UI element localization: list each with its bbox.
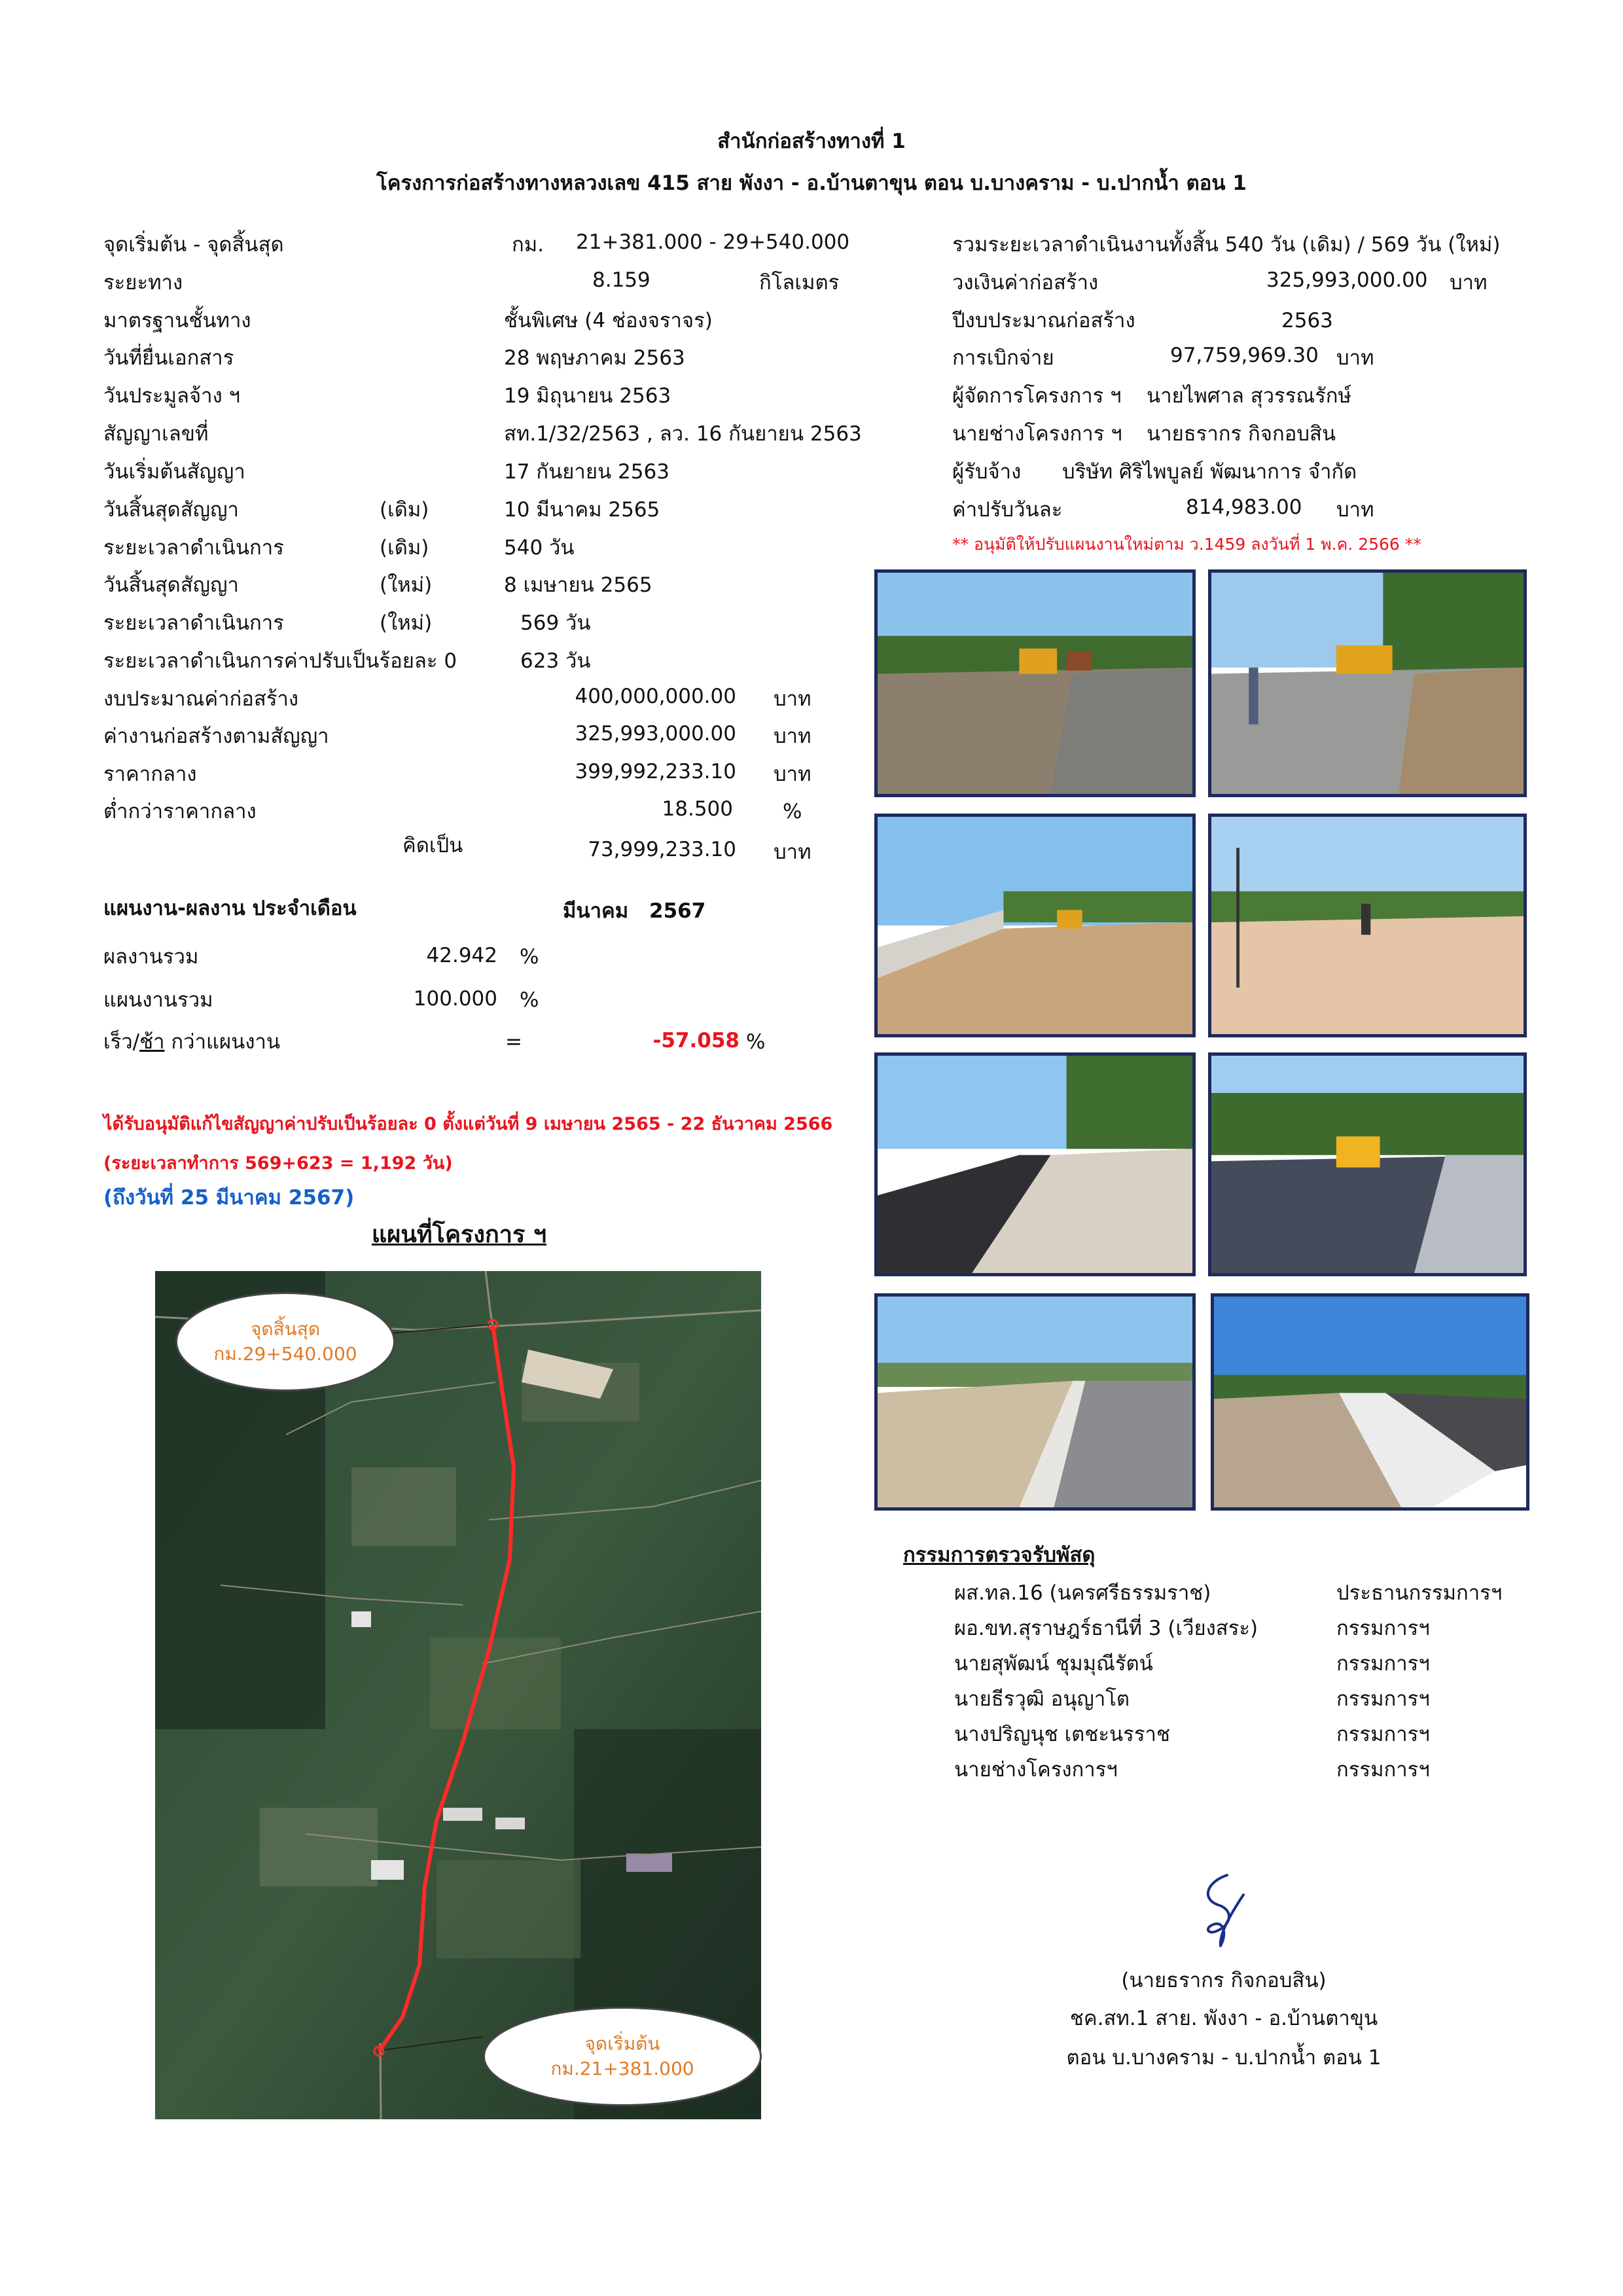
project-map xyxy=(155,1271,761,2119)
signer-name: (นายธรากร กิจกอบสิน) xyxy=(1121,1969,1327,1992)
actual-label: ผลงานรวม xyxy=(103,945,199,969)
contract-end-new-tag: (ใหม่) xyxy=(380,573,433,597)
diff-label-prefix: เร็ว/ xyxy=(103,1030,140,1054)
committee-member-name: นายธีรวุฒิ อนุญาโต xyxy=(954,1687,1130,1711)
duration-fine-label: ระยะเวลาดำเนินการค่าปรับเป็นร้อยละ 0 xyxy=(103,649,457,673)
site-photo-1 xyxy=(874,569,1196,797)
equals-value: 73,999,233.10 xyxy=(588,838,736,861)
disbursement-value: 97,759,969.30 xyxy=(1170,344,1319,367)
engineer-value: นายธรากร กิจกอบสิน xyxy=(1147,422,1336,446)
progress-title: แผนงาน-ผลงาน ประจำเดือน xyxy=(103,897,357,920)
diff-equals: = xyxy=(505,1030,522,1054)
budget-label: งบประมาณค่าก่อสร้าง xyxy=(103,687,299,711)
plan-label: แผนงานรวม xyxy=(103,988,213,1012)
site-photo-3 xyxy=(874,814,1196,1037)
funding-value: 325,993,000.00 xyxy=(1266,268,1428,292)
fine-label: ค่าปรับวันละ xyxy=(952,498,1063,522)
diff-percent: % xyxy=(746,1030,766,1054)
progress-year: 2567 xyxy=(649,899,706,923)
diff-label xyxy=(103,1029,280,1055)
standard-value: ชั้นพิเศษ (4 ช่องจราจร) xyxy=(504,309,713,332)
committee-member-role: กรรมการฯ xyxy=(1336,1758,1430,1782)
site-photo-2 xyxy=(1208,569,1527,797)
contract-end-orig-label: วันสิ้นสุดสัญญา xyxy=(103,498,239,522)
start-end-value: 21+381.000 - 29+540.000 xyxy=(576,230,850,254)
contract-end-new-label: วันสิ้นสุดสัญญา xyxy=(103,573,239,597)
equals-label: คิดเป็น xyxy=(402,834,463,857)
committee-member-role: ประธานกรรมการฯ xyxy=(1336,1581,1503,1605)
actual-value: 42.942 xyxy=(426,944,497,967)
actual-percent: % xyxy=(520,945,539,969)
contractor-label: ผู้รับจ้าง xyxy=(952,460,1022,484)
manager-value: นายไพศาล สุวรรณรักษ์ xyxy=(1147,384,1351,408)
submit-label: วันที่ยื่นเอกสาร xyxy=(103,346,234,370)
median-label: ราคากลาง xyxy=(103,762,197,786)
progress-month: มีนาคม xyxy=(563,899,629,923)
plan-percent: % xyxy=(520,988,539,1012)
site-photo-4 xyxy=(1208,814,1527,1037)
project-title: โครงการก่อสร้างทางหลวงเลข 415 สาย พังงา - อ.บ้านตาขุน ตอน บ.บางคราม - บ.ปากน้ำ ตอน 1 xyxy=(376,171,1247,195)
diff-label-underlined: ช้า xyxy=(139,1030,165,1054)
median-value: 399,992,233.10 xyxy=(575,760,736,783)
standard-label: มาตรฐานชั้นทาง xyxy=(103,309,251,332)
equals-unit: บาท xyxy=(774,840,812,864)
below-percent: % xyxy=(783,800,802,823)
contract-start-label: วันเริ่มต้นสัญญา xyxy=(103,460,245,484)
duration-new-label: ระยะเวลาดำเนินการ xyxy=(103,611,284,635)
duration-new-value: 569 วัน xyxy=(520,611,591,635)
funding-label: วงเงินค่าก่อสร้าง xyxy=(952,271,1099,295)
contract-label: สัญญาเลขที่ xyxy=(103,422,209,446)
start-point-km: กม.21+381.000 xyxy=(550,2058,694,2079)
fine-unit: บาท xyxy=(1336,498,1374,522)
start-point-callout xyxy=(483,2007,762,2106)
committee-member-name: ผอ.ขท.สุราษฎร์ธานีที่ 3 (เวียงสระ) xyxy=(954,1617,1258,1640)
committee-member-role: กรรมการฯ xyxy=(1336,1687,1430,1711)
office-title: สำนักก่อสร้างทางที่ 1 xyxy=(717,130,906,153)
as-of-date: (ถึงวันที่ 25 มีนาคม 2567) xyxy=(103,1186,355,1210)
approval-note-1: ได้รับอนุมัติแก้ไขสัญญาค่าปรับเป็นร้อยละ 0 ตั้งแต่วันที่ 9 เมษายน 2565 - 22 ธันวาคม 2566 xyxy=(103,1114,833,1134)
contract-end-orig-value: 10 มีนาคม 2565 xyxy=(504,498,660,522)
disbursement-label: การเบิกจ่าย xyxy=(952,346,1054,370)
site-photo-5 xyxy=(874,1052,1196,1276)
fiscal-value: 2563 xyxy=(1281,309,1333,332)
signer-position-1: ชค.สท.1 สาย. พังงา - อ.บ้านตาขุน xyxy=(1069,2007,1378,2030)
contract-cost-value: 325,993,000.00 xyxy=(575,722,736,745)
committee-member-role: กรรมการฯ xyxy=(1336,1652,1430,1676)
committee-member-name: นางปริญนุช เตชะนรราช xyxy=(954,1723,1170,1746)
disbursement-unit: บาท xyxy=(1336,346,1374,370)
distance-value: 8.159 xyxy=(592,268,651,292)
end-point-label: จุดสิ้นสุด xyxy=(250,1318,321,1340)
start-end-label: จุดเริ่มต้น - จุดสิ้นสุด xyxy=(103,233,284,257)
site-photo-7 xyxy=(874,1293,1196,1511)
contractor-value: บริษัท ศิริไพบูลย์ พัฒนาการ จำกัด xyxy=(1062,460,1357,484)
committee-member-role: กรรมการฯ xyxy=(1336,1723,1430,1746)
site-photo-8 xyxy=(1211,1293,1529,1511)
committee-member-name: นายสุพัฒน์ ชุมมุณีรัตน์ xyxy=(954,1652,1153,1676)
site-photo-6 xyxy=(1208,1052,1527,1276)
start-point-label: จุดเริ่มต้น xyxy=(584,2033,660,2054)
distance-unit: กิโลเมตร xyxy=(759,271,840,295)
contract-end-orig-tag: (เดิม) xyxy=(380,498,429,522)
budget-unit: บาท xyxy=(774,687,812,711)
contract-end-new-value: 8 เมษายน 2565 xyxy=(504,573,652,597)
fiscal-label: ปีงบประมาณก่อสร้าง xyxy=(952,309,1135,332)
signature-mark xyxy=(1181,1869,1260,1954)
approval-note-2: (ระยะเวลาทำการ 569+623 = 1,192 วัน) xyxy=(103,1153,453,1174)
distance-label: ระยะทาง xyxy=(103,271,183,295)
plan-value: 100.000 xyxy=(413,987,497,1011)
duration-orig-label: ระยะเวลาดำเนินการ xyxy=(103,536,284,560)
duration-new-tag: (ใหม่) xyxy=(380,611,433,635)
total-time: รวมระยะเวลาดำเนินงานทั้งสิ้น 540 วัน (เดิม) / 569 วัน (ใหม่) xyxy=(952,233,1501,257)
committee-member-name: ผส.ทล.16 (นครศรีธรรมราช) xyxy=(954,1581,1211,1605)
below-label: ต่ำกว่าราคากลาง xyxy=(103,800,257,823)
committee-member-role: กรรมการฯ xyxy=(1336,1617,1430,1640)
contract-value: สท.1/32/2563 , ลว. 16 กันยายน 2563 xyxy=(504,422,862,446)
committee-title: กรรมการตรวจรับพัสดุ xyxy=(903,1543,1096,1567)
end-point-km: กม.29+540.000 xyxy=(213,1343,357,1365)
duration-orig-tag: (เดิม) xyxy=(380,536,429,560)
auction-label: วันประมูลจ้าง ฯ xyxy=(103,384,240,408)
map-title: แผนที่โครงการ ฯ xyxy=(372,1221,547,1248)
duration-fine-value: 623 วัน xyxy=(520,649,591,673)
contract-cost-label: ค่างานก่อสร้างตามสัญญา xyxy=(103,725,329,748)
median-unit: บาท xyxy=(774,762,812,786)
submit-value: 28 พฤษภาคม 2563 xyxy=(504,346,685,370)
approval-note: ** อนุมัติให้ปรับแผนงานใหม่ตาม ว.1459 ลงวันที่ 1 พ.ค. 2566 ** xyxy=(952,535,1421,554)
below-value: 18.500 xyxy=(662,797,733,821)
manager-label: ผู้จัดการโครงการ ฯ xyxy=(952,384,1122,408)
km-prefix: กม. xyxy=(512,233,544,257)
contract-cost-unit: บาท xyxy=(774,725,812,748)
signer-position-2: ตอน บ.บางคราม - บ.ปากน้ำ ตอน 1 xyxy=(1066,2046,1382,2070)
engineer-label: นายช่างโครงการ ฯ xyxy=(952,422,1122,446)
diff-value: -57.058 xyxy=(652,1029,740,1052)
committee-member-name: นายช่างโครงการฯ xyxy=(954,1758,1118,1782)
end-point-callout xyxy=(175,1292,395,1391)
auction-value: 19 มิถุนายน 2563 xyxy=(504,384,671,408)
fine-value: 814,983.00 xyxy=(1186,495,1302,519)
duration-orig-value: 540 วัน xyxy=(504,536,575,560)
contract-start-value: 17 กันยายน 2563 xyxy=(504,460,669,484)
budget-value: 400,000,000.00 xyxy=(575,685,736,708)
diff-label-suffix: กว่าแผนงาน xyxy=(164,1030,281,1054)
funding-unit: บาท xyxy=(1450,271,1488,295)
